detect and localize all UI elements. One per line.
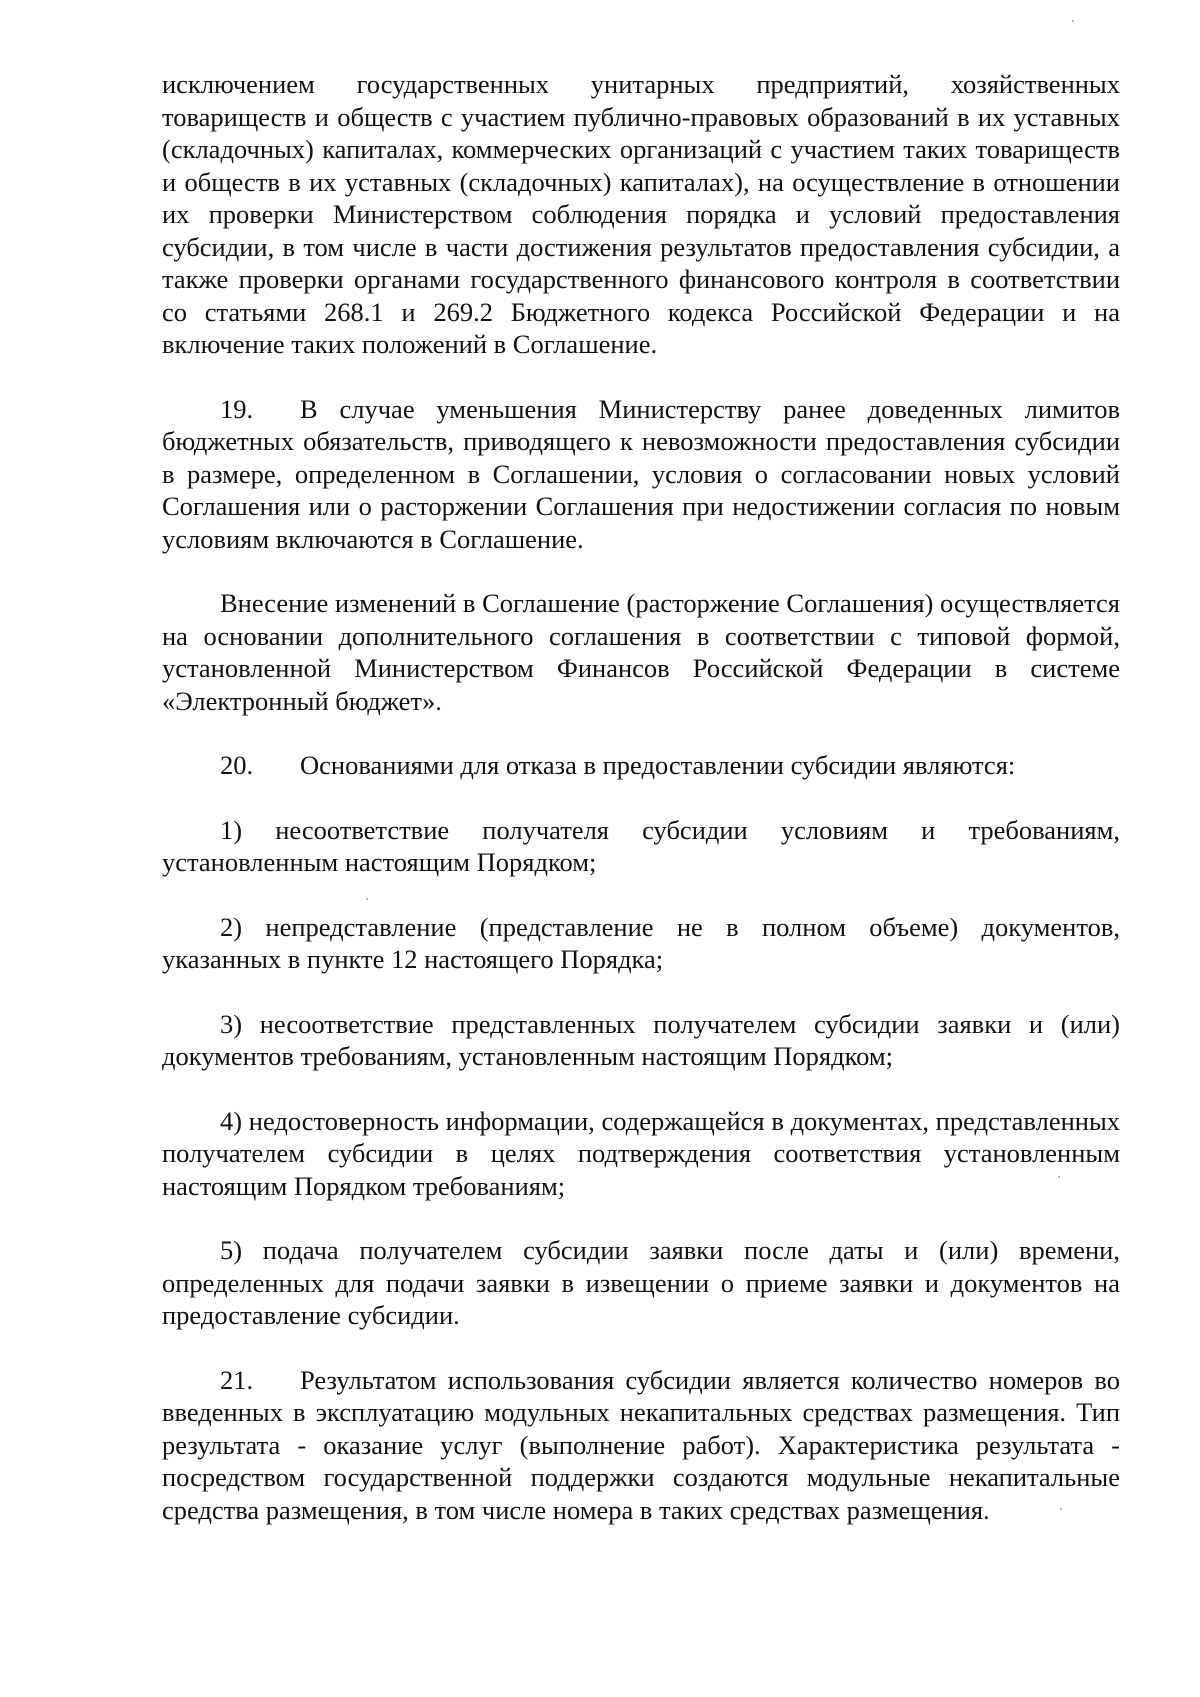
ground-4: 4) недостоверность информации, содержащейся в документах, представленных получателем субсидии в целях подтверждения соответствия установленным настоящим Порядком требованиям; [162, 1105, 1120, 1201]
paragraph-amendment: Внесение изменений в Соглашение (расторжение Соглашения) осуществляется на основании дополнительного соглашения в соответствии с типовой формой, установленной Министерством Финансов Российской Федерации в системе «Электронный бюджет». [162, 588, 1120, 716]
scan-speck [1058, 1176, 1060, 1178]
item-number: 20. [220, 750, 254, 780]
scan-speck [1060, 1508, 1062, 1510]
scan-speck [366, 898, 368, 900]
scan-speck [1072, 20, 1074, 22]
ground-3: 3) несоответствие представленных получателем субсидии заявки и (или) документов требованиям, установленным настоящим Порядком; [162, 1008, 1120, 1071]
ground-2: 2) непредставление (представление не в полном объеме) документов, указанных в пункте 12 настоящего Порядка; [162, 911, 1120, 974]
paragraph-continuation: исключением государственных унитарных предприятий, хозяйственных товариществ и обществ с участием публично-правовых образований в их уставных (складочных) капиталах, коммерческих организаций с участием таких товариществ и обществ в их уставных (складочных) капиталах), на осуществление в отношении их проверки Министерством соблюдения порядка и условий предоставления субсидии, в том числе в части достижения результатов предоставления субсидии, а также проверки органами государственного финансового контроля в соответствии со статьями 268.1 и 269.2 Бюджетного кодекса Российской Федерации и на включение таких положений в Соглашение. [162, 69, 1120, 359]
item-text: Основаниями для отказа в предоставлении субсидии являются: [300, 750, 1016, 780]
item-text: Результатом использования субсидии является количество номеров во введенных в эксплуатацию модульных некапитальных средствах размещения. Тип результата - оказание услуг (выполнение работ). Характеристика результата - посредством государственной поддержки создаются модульные некапитальные средства размещения, в том числе номера в таких средствах размещения. [162, 1364, 1120, 1525]
document-body [162, 68, 1120, 1558]
item-number: 21. [220, 1364, 254, 1395]
paragraph-item-21 [162, 1364, 1120, 1527]
item-text: В случае уменьшения Министерству ранее доведенных лимитов бюджетных обязательств, приводящего к невозможности предоставления субсидии в размере, определенном в Соглашении, условия о согласовании новых условий Соглашения или о расторжении Соглашения при недостижении согласия по новым условиям включаются в Соглашение. [162, 393, 1120, 554]
item-number: 19. [220, 393, 254, 424]
paragraph-item-20 [162, 749, 1120, 782]
paragraph-item-19 [162, 393, 1120, 556]
ground-1: 1) несоответствие получателя субсидии условиям и требованиям, установленным настоящим Порядком; [162, 814, 1120, 877]
ground-5: 5) подача получателем субсидии заявки после даты и (или) времени, определенных для подачи заявки в извещении о приеме заявки и документов на предоставление субсидии. [162, 1235, 1120, 1330]
